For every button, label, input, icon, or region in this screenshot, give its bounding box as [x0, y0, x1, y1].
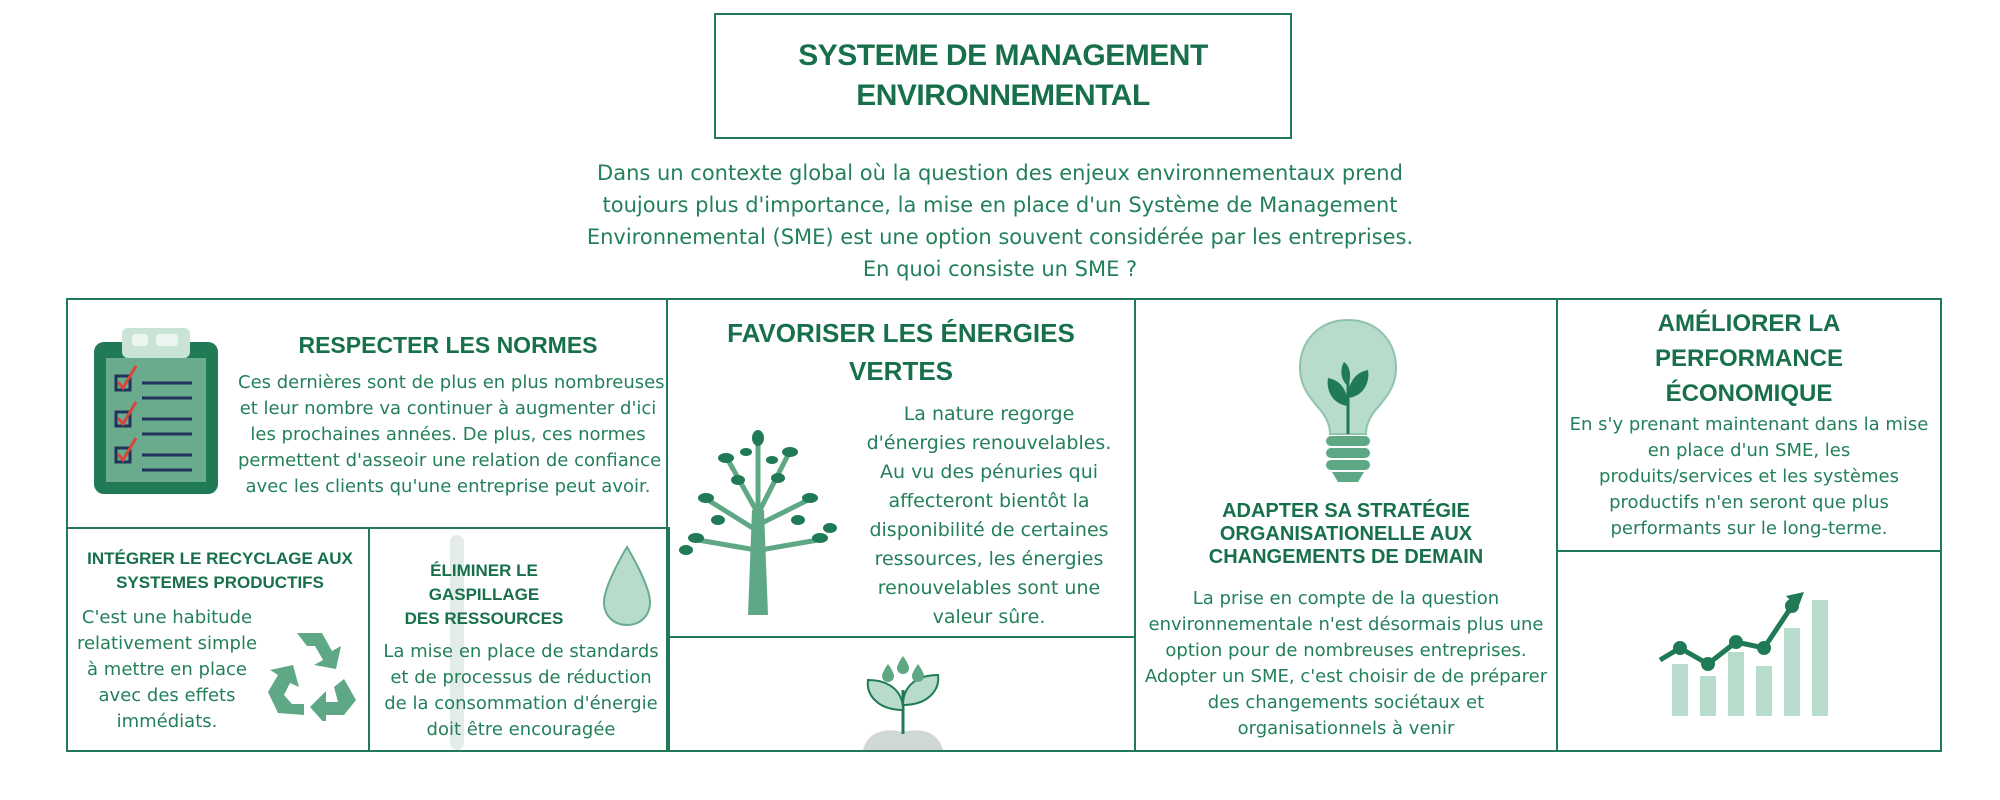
- strategie-title: [1136, 500, 1556, 569]
- performance-line: en place d'un SME, les: [1647, 440, 1851, 461]
- gaspillage-text: [376, 639, 666, 743]
- card-sprout: [666, 636, 1136, 752]
- energies-text: [854, 400, 1124, 632]
- performance-title-line: ÉCONOMIQUE: [1665, 380, 1833, 407]
- gaspillage-title-line: DES RESSOURCES: [404, 609, 564, 628]
- card-performance: [1556, 298, 1942, 552]
- intro-line: En quoi consiste un SME ?: [862, 257, 1138, 281]
- strategie-line: organisationnels à venir: [1237, 718, 1455, 739]
- gaspillage-line: de la consommation d'énergie: [384, 693, 658, 714]
- card-chart-icon: [1556, 550, 1942, 752]
- performance-title-line: AMÉLIORER LA: [1657, 310, 1841, 337]
- recyclage-title-line: INTÉGRER LE RECYCLAGE AUX: [87, 549, 353, 568]
- card-normes: [66, 298, 668, 529]
- energies-line: d'énergies renouvelables.: [866, 432, 1112, 454]
- gaspillage-title-line: ÉLIMINER LE GASPILLAGE: [428, 561, 540, 604]
- page-title-line-1: SYSTEME DE MANAGEMENT: [798, 39, 1208, 72]
- performance-line: productifs n'en seront que plus: [1609, 492, 1889, 513]
- recyclage-text: [72, 605, 262, 735]
- intro-line: Dans un contexte global où la question des enjeux environnementaux prend: [597, 161, 1403, 185]
- gaspillage-title: [374, 559, 594, 631]
- card-strategie: [1134, 298, 1558, 752]
- performance-line: produits/services et les systèmes: [1599, 466, 1899, 487]
- performance-line: En s'y prenant maintenant dans la mise: [1569, 414, 1929, 435]
- sprout-icon: [858, 650, 948, 754]
- card-gaspillage: [368, 527, 670, 752]
- performance-title-line: PERFORMANCE: [1654, 345, 1843, 372]
- energies-line: Au vu des pénuries qui: [879, 461, 1099, 483]
- energies-title-line: FAVORISER LES ÉNERGIES: [727, 318, 1075, 348]
- recyclage-line: relativement simple: [76, 633, 258, 654]
- water-drop-icon: [602, 545, 652, 631]
- recycle-icon: [264, 625, 360, 725]
- energies-line: ressources, les énergies: [874, 548, 1104, 570]
- strategie-line: des changements sociétaux et: [1207, 692, 1485, 713]
- recyclage-title-line: SYSTEMES PRODUCTIFS: [116, 573, 324, 592]
- intro-paragraph: [560, 157, 1440, 285]
- gaspillage-line: doit être encouragée: [426, 719, 616, 740]
- performance-text: [1558, 412, 1940, 542]
- strategie-line: option pour de nombreuses entreprises.: [1165, 640, 1527, 661]
- energies-line: renouvelables sont une: [877, 577, 1101, 599]
- normes-line: avec les clients qu'une entreprise peut avoir.: [245, 476, 651, 497]
- card-recyclage: [66, 527, 370, 752]
- normes-line: les prochaines années. De plus, ces normes: [250, 424, 646, 445]
- intro-line: Environnemental (SME) est une option souvent considérée par les entreprises.: [586, 225, 1414, 249]
- card-energies: [666, 298, 1136, 638]
- energies-line: La nature regorge: [903, 403, 1075, 425]
- strategie-title-line: CHANGEMENTS DE DEMAIN: [1208, 546, 1484, 568]
- recyclage-line: C'est une habitude: [81, 607, 253, 628]
- strategie-line: Adopter un SME, c'est choisir de de préparer: [1144, 666, 1548, 687]
- page-title-line-2: ENVIRONNEMENTAL: [856, 79, 1150, 112]
- energies-line: affecteront bientôt la: [888, 490, 1090, 512]
- strategie-text: [1136, 586, 1556, 742]
- normes-line: permettent d'asseoir une relation de confiance: [238, 450, 662, 471]
- strategie-title-line: ADAPTER SA STRATÉGIE: [1222, 500, 1470, 522]
- gaspillage-line: La mise en place de standards: [383, 641, 659, 662]
- performance-line: performants sur le long-terme.: [1610, 518, 1888, 539]
- energies-title: [668, 314, 1134, 390]
- content-grid: [66, 298, 1942, 752]
- energies-title-line: VERTES: [848, 356, 954, 386]
- lightbulb-icon: [1296, 316, 1400, 490]
- tree-icon: [678, 430, 838, 619]
- recyclage-line: avec des effets: [98, 685, 236, 706]
- recyclage-line: immédiats.: [116, 711, 218, 732]
- energies-line: valeur sûre.: [932, 606, 1046, 628]
- strategie-title-line: ORGANISATIONELLE AUX: [1219, 523, 1473, 545]
- gaspillage-line: et de processus de réduction: [390, 667, 652, 688]
- strategie-line: La prise en compte de la question: [1192, 588, 1500, 609]
- recyclage-line: à mettre en place: [87, 659, 247, 680]
- normes-text: [238, 370, 665, 500]
- strategie-line: environnementale n'est désormais plus une: [1148, 614, 1544, 635]
- normes-line: et leur nombre va continuer à augmenter d'ici: [239, 398, 657, 419]
- title-box: [714, 13, 1292, 139]
- intro-line: toujours plus d'importance, la mise en place d'un Système de Management: [602, 193, 1398, 217]
- recyclage-title: [72, 547, 368, 595]
- clipboard-icon: [94, 328, 218, 498]
- performance-title: [1558, 306, 1940, 411]
- normes-line: Ces dernières sont de plus en plus nombreuses: [238, 372, 665, 393]
- energies-line: disponibilité de certaines: [869, 519, 1109, 541]
- growth-chart-icon: [1658, 588, 1838, 722]
- normes-title: RESPECTER LES NORMES: [298, 332, 598, 358]
